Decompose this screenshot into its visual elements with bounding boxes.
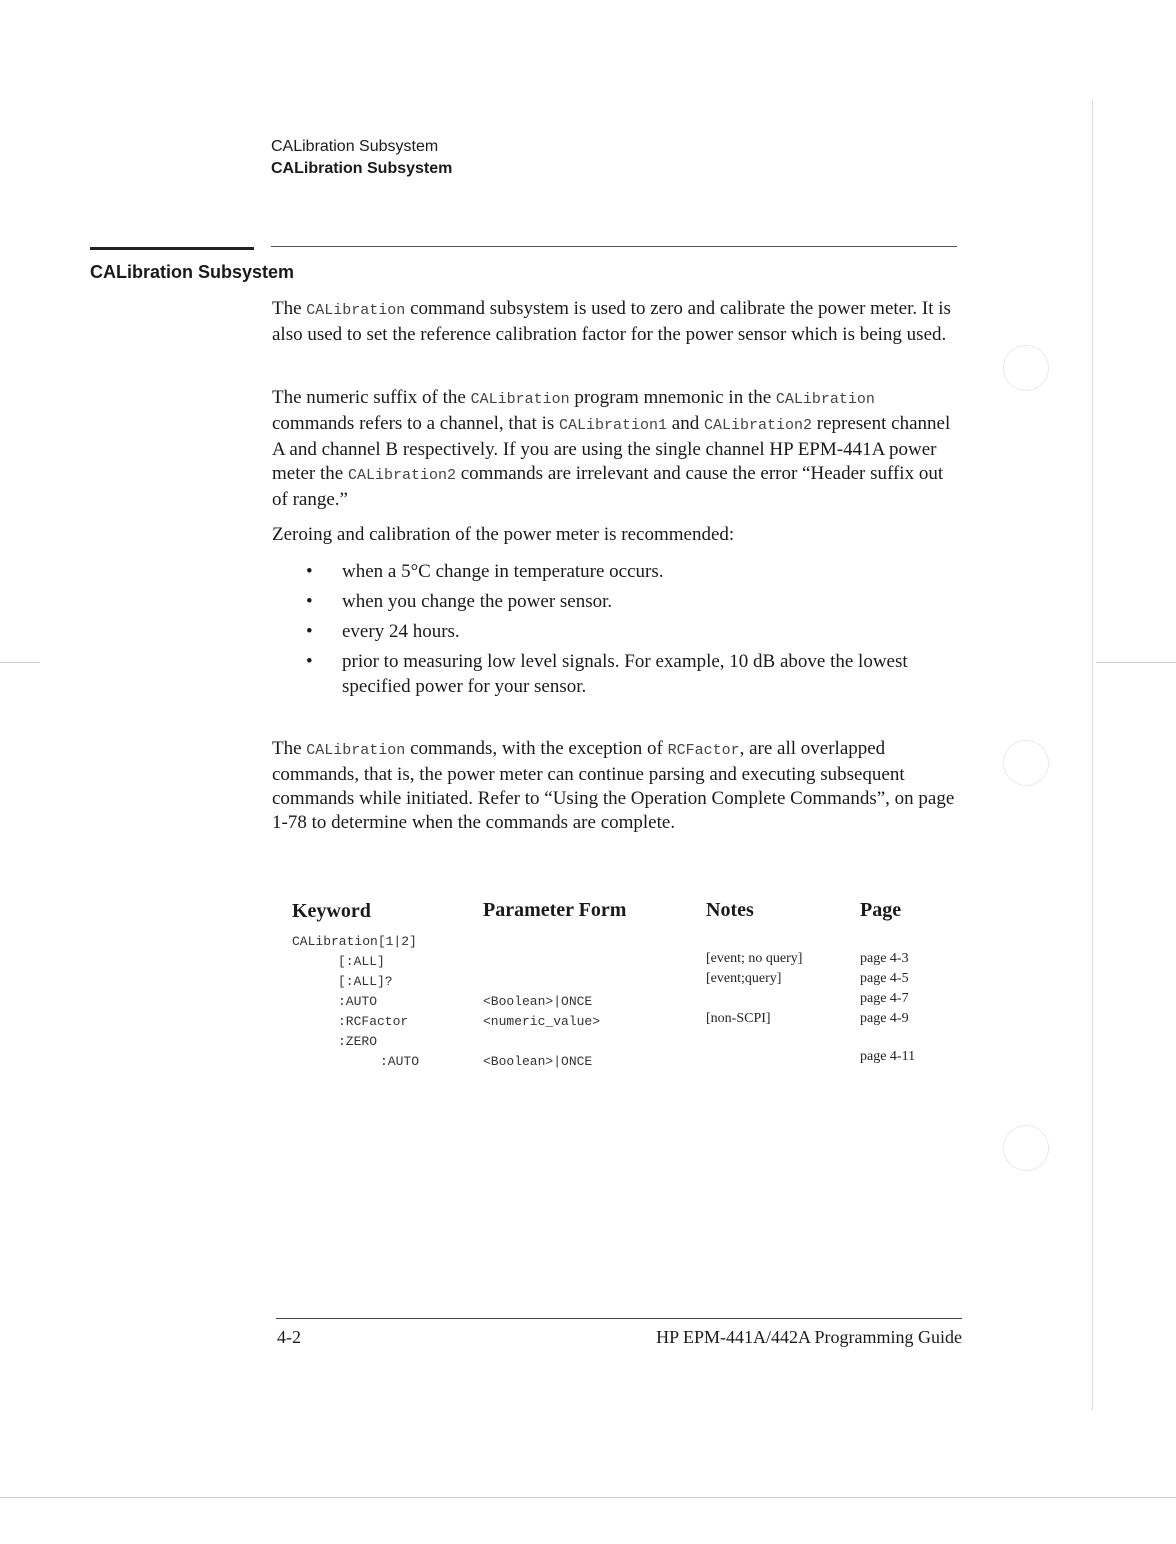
header-keyword: Keyword [292, 900, 371, 922]
list-item: • when you change the power sensor. [306, 591, 613, 612]
list-item: • prior to measuring low level signals. For example, 10 dB above the lowest specified power for your sensor. [306, 651, 908, 697]
table-row-notes: [event;query] [706, 971, 782, 986]
running-head-section: CALibration Subsystem [271, 160, 453, 177]
recommendation-paragraph: Zeroing and calibration of the power meter is recommended: [272, 524, 735, 545]
overlapped-paragraph: The CALibration commands, with the exception of RCFactor, are all overlapped commands, that is, the power meter can continue parsing and executing subsequent commands while initiated. Refer to “Using the Operation Complete Commands”, on page 1-78 to determine when the commands are complete. [272, 738, 955, 833]
code-calibration1: CALibration1 [559, 417, 668, 434]
bullet-icon: • [306, 561, 313, 582]
footer-rule [276, 1318, 962, 1319]
suffix-paragraph: The numeric suffix of the CALibration program mnemonic in the CALibration commands refers to a channel, that is CALibration1 and CALibration2 represent channel A and channel B respectively. If you are using the single channel HP EPM-441A power meter the CALibration2 commands are irrelevant and cause the error “Header suffix out of range.” [272, 387, 951, 510]
punch-hole-top [1003, 345, 1049, 391]
table-row-keyword: :RCFactor [338, 1014, 409, 1029]
table-row-notes: [non-SCPI] [706, 1011, 771, 1026]
table-row-page: page 4-9 [860, 1011, 909, 1026]
table-row-param: <numeric_value> [483, 1014, 601, 1029]
table-row-param: <Boolean>|ONCE [483, 1054, 593, 1069]
bullet-icon: • [306, 651, 313, 672]
running-head [271, 136, 452, 180]
recommendation-list [306, 559, 966, 704]
punch-hole-bottom [1003, 1125, 1049, 1171]
running-head-chapter: CALibration Subsystem [271, 138, 439, 155]
scan-mark-right [1096, 662, 1176, 663]
code-calibration2: CALibration2 [347, 467, 456, 484]
table-row-page: page 4-11 [860, 1049, 916, 1064]
bullet-icon: • [306, 591, 313, 612]
scan-edge-right [1092, 100, 1093, 1410]
table-row-keyword: [:ALL] [338, 954, 385, 969]
table-row-keyword: :AUTO [338, 994, 378, 1009]
code-rcfactor: RCFactor [667, 742, 740, 759]
table-row-keyword: [:ALL]? [338, 974, 393, 989]
table-row-param: <Boolean>|ONCE [483, 994, 593, 1009]
intro-paragraph: The CALibration command subsystem is used to zero and calibrate the power meter. It is also used to set the reference calibration factor for the power sensor which is being used. [272, 298, 951, 345]
table-row-page: page 4-7 [860, 991, 909, 1006]
code-calibration2: CALibration2 [703, 417, 813, 434]
section-rule-thick [90, 247, 254, 250]
list-item: • every 24 hours. [306, 621, 460, 642]
header-page: Page [860, 899, 902, 921]
scan-edge-bottom [0, 1497, 1176, 1498]
header-parameter-form: Parameter Form [483, 899, 627, 921]
bullet-icon: • [306, 621, 313, 642]
section-rule-thin [271, 246, 957, 247]
code-calibration: CALibration [306, 302, 406, 319]
code-calibration: CALibration [470, 391, 570, 408]
table-row-keyword: :AUTO [380, 1054, 420, 1069]
list-item: • when a 5°C change in temperature occurs. [306, 561, 664, 582]
punch-hole-middle [1003, 740, 1049, 786]
table-row-keyword: CALibration[1|2] [292, 934, 417, 949]
table-row-notes: [event; no query] [706, 951, 803, 966]
guide-title: HP EPM-441A/442A Programming Guide [656, 1327, 962, 1347]
section-title: CALibration Subsystem [90, 262, 295, 282]
code-calibration: CALibration [306, 742, 406, 759]
page-number: 4-2 [277, 1327, 301, 1347]
code-calibration: CALibration [775, 391, 875, 408]
table-row-page: page 4-5 [860, 971, 909, 986]
scan-mark-left [0, 662, 40, 663]
table-row-keyword: :ZERO [338, 1034, 378, 1049]
table-row-page: page 4-3 [860, 951, 909, 966]
header-notes: Notes [706, 899, 754, 921]
